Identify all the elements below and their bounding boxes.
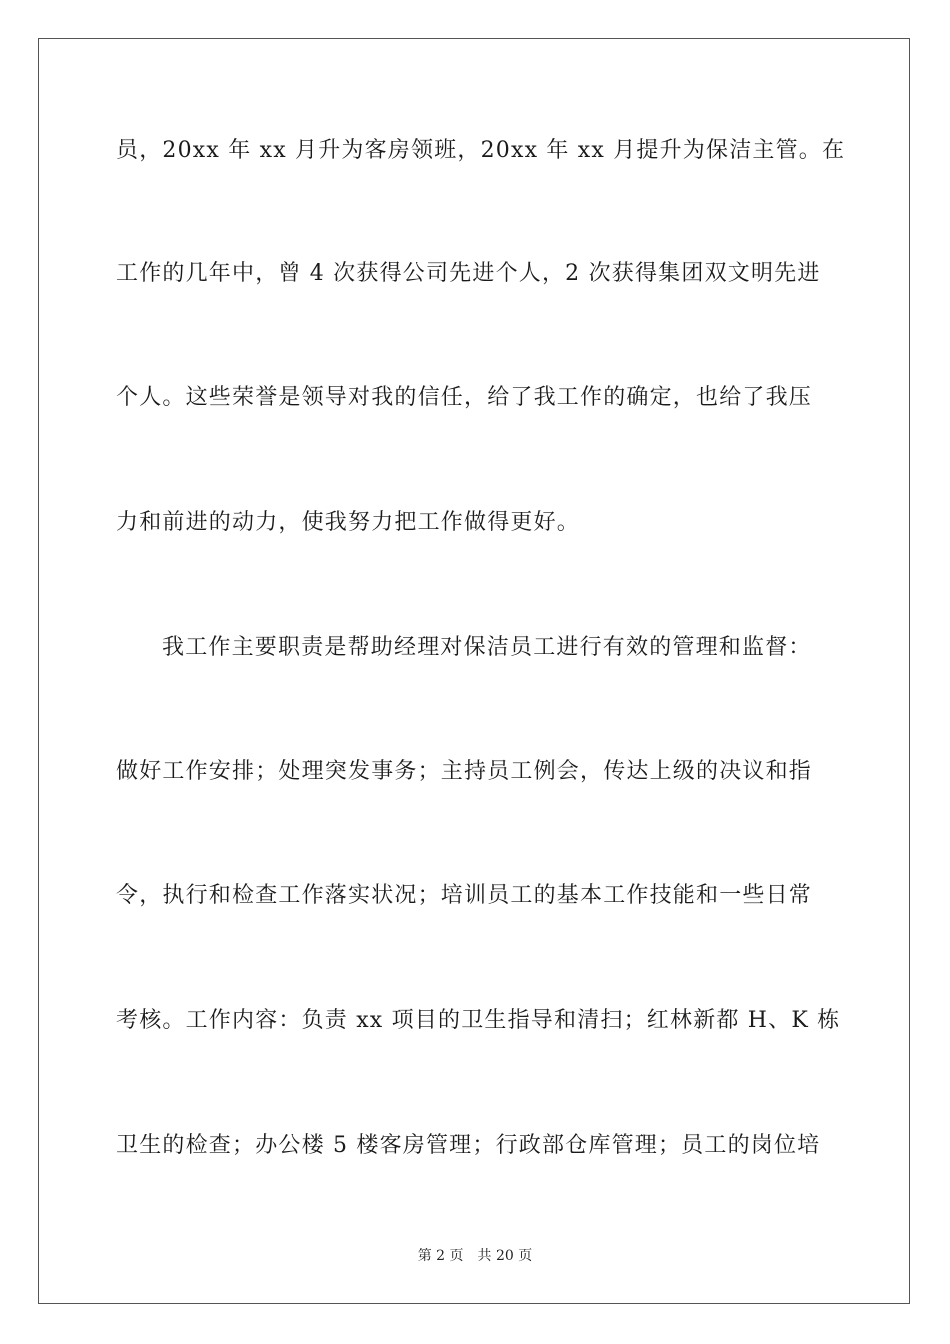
text-line-2: 工作的几年中，曾 4 次获得公司先进个人，2 次获得集团双文明先进	[116, 261, 821, 286]
text-line-7: 令，执行和检查工作落实状况；培训员工的基本工作技能和一些日常	[116, 883, 813, 908]
text-line-9: 卫生的检查；办公楼 5 楼客房管理；行政部仓库管理；员工的岗位培	[116, 1133, 821, 1158]
page-footer	[0, 1246, 950, 1266]
text-line-8: 考核。工作内容：负责 xx 项目的卫生指导和清扫；红林新都 H、K 栋	[116, 1008, 841, 1033]
text-line-4: 力和前进的动力，使我努力把工作做得更好。	[116, 510, 581, 535]
text-line-3: 个人。这些荣誉是领导对我的信任，给了我工作的确定，也给了我压	[116, 385, 813, 410]
text-line-1: 员，20xx 年 xx 月升为客房领班，20xx 年 xx 月提升为保洁主管。在	[116, 138, 846, 163]
paragraph-start-line: 我工作主要职责是帮助经理对保洁员工进行有效的管理和监督：	[162, 635, 812, 660]
total-pages: 共 20 页	[477, 1248, 533, 1264]
page-border	[38, 38, 910, 1304]
page-number: 第 2 页	[417, 1248, 464, 1264]
text-line-6: 做好工作安排；处理突发事务；主持员工例会，传达上级的决议和指	[116, 759, 813, 784]
